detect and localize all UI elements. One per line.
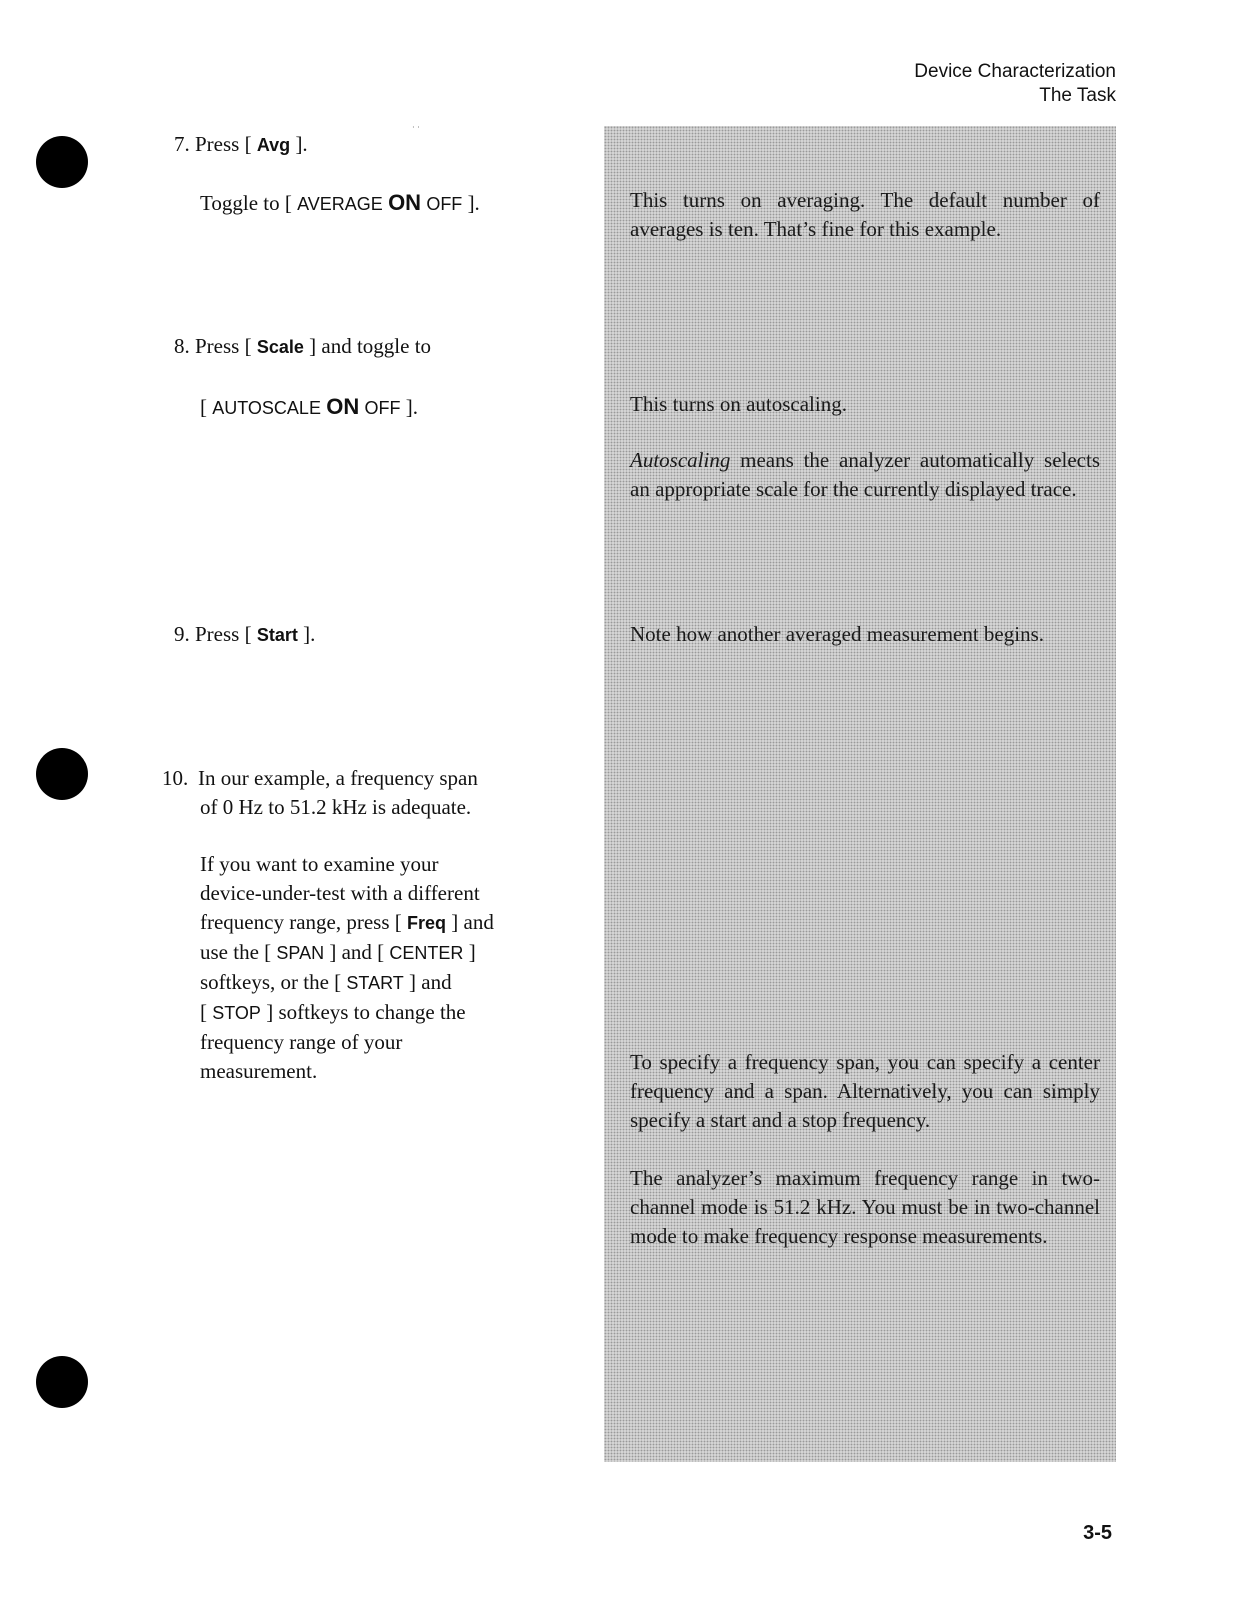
- step-7: 7. Press [ Avg ].: [174, 132, 308, 156]
- step-number: 7.: [174, 132, 190, 156]
- step-number: 9.: [174, 622, 190, 646]
- key-freq: Freq: [407, 913, 447, 933]
- softkey-span: SPAN: [276, 943, 325, 963]
- softkey-autoscale: AUTOSCALE: [212, 398, 321, 418]
- note-averaging: This turns on averaging. The default number of averages is ten. That’s fine for this example.: [630, 188, 1100, 241]
- step-number: 10.: [162, 766, 189, 790]
- step-8: 8. Press [ Scale ] and toggle to: [174, 334, 432, 358]
- step-10-paragraph: If you want to examine your device-under-test with a different frequency range, press [ Freq ] and use the [ SPAN ] and [ CENTER ] softkeys, or the [ START ] and [ STOP ] softkeys to change the frequency range of your measurement.: [200, 852, 494, 1083]
- softkey-stop: STOP: [212, 1003, 261, 1023]
- key-avg: Avg: [256, 135, 291, 155]
- running-header: [914, 60, 1116, 108]
- step-9: 9. Press [ Start ].: [174, 622, 316, 646]
- scan-speck: ⋅ ⋅: [412, 122, 420, 132]
- key-start: Start: [256, 625, 298, 645]
- binder-hole-bottom: [36, 1356, 88, 1408]
- note-autoscaling-definition: Autoscaling means the analyzer automatically selects an appropriate scale for the currently displayed trace.: [630, 448, 1100, 501]
- step-10: 10. In our example, a frequency span: [162, 764, 478, 793]
- binder-hole-middle: [36, 748, 88, 800]
- softkey-center: CENTER: [389, 943, 464, 963]
- softkey-average: AVERAGE: [297, 194, 383, 214]
- step-7-toggle: Toggle to [ AVERAGE ON OFF ].: [200, 190, 480, 215]
- note-autoscaling: This turns on autoscaling.: [630, 392, 847, 416]
- page-number: 3-5: [1083, 1522, 1112, 1544]
- note-frequency-span: To specify a frequency span, you can specify a center frequency and a span. Alternatively, you can simply specify a start and a stop frequency.: [630, 1050, 1100, 1132]
- step-number: 8.: [174, 334, 190, 358]
- notes-shaded-panel: [604, 126, 1116, 1462]
- key-scale: Scale: [256, 337, 304, 357]
- header-chapter: Device Characterization: [914, 61, 1116, 82]
- step-10-line2: of 0 Hz to 51.2 kHz is adequate.: [200, 795, 472, 819]
- binder-hole-top: [36, 136, 88, 188]
- note-max-frequency: The analyzer’s maximum frequency range in two-channel mode is 51.2 kHz. You must be in two-channel mode to make frequency response measurements.: [630, 1166, 1100, 1248]
- step-8-toggle: [ AUTOSCALE ON OFF ].: [200, 394, 418, 419]
- note-start: Note how another averaged measurement begins.: [630, 622, 1045, 646]
- header-section: The Task: [1039, 85, 1116, 106]
- softkey-start: START: [346, 973, 404, 993]
